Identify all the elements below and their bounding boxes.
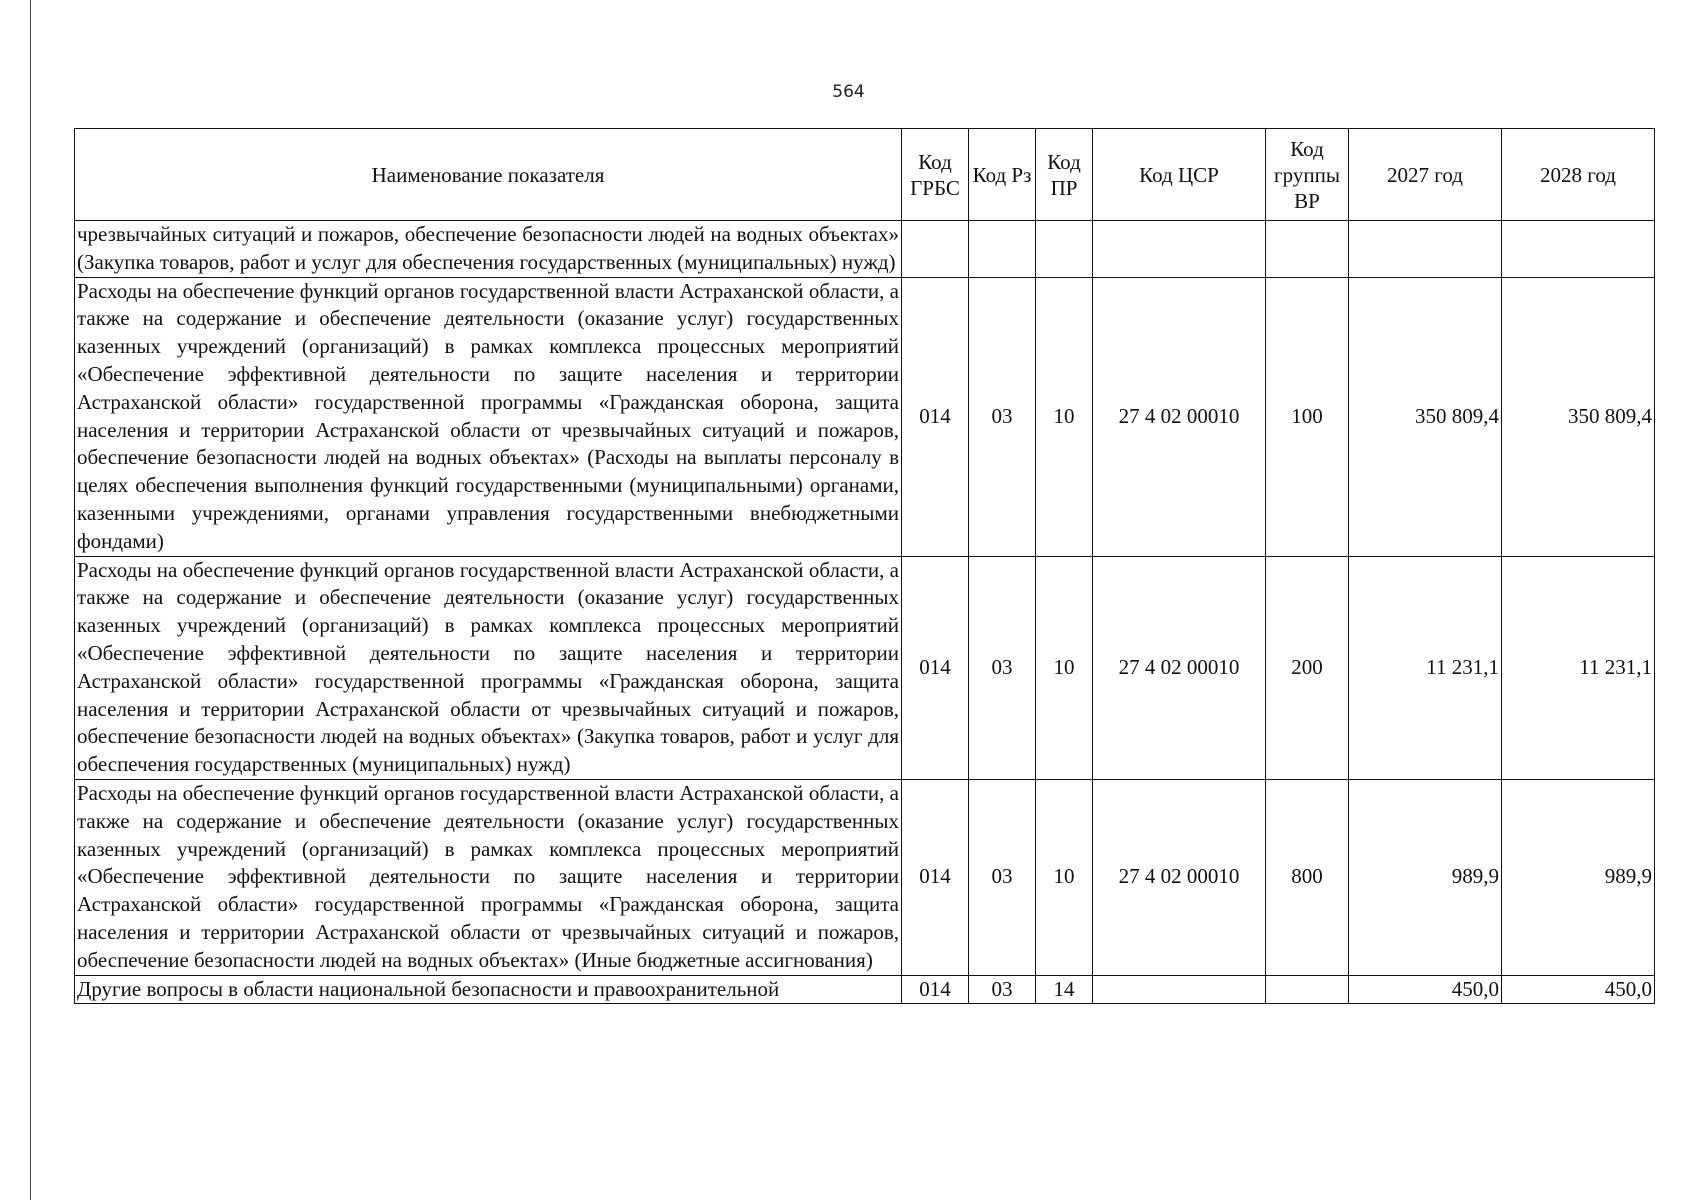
header-row <box>75 129 1655 221</box>
row-pr: 14 <box>1036 975 1093 1004</box>
row-vr: 100 <box>1266 277 1349 556</box>
row-name-cell <box>75 556 902 779</box>
row-grbs: 014 <box>902 975 969 1004</box>
row-pr: 10 <box>1036 277 1093 556</box>
row-name: Расходы на обеспечение функций органов государственной власти Астраханской области, а также на содержание и обеспечение деятельности (оказание услуг) государственных казенных учреждений (организаций) в рамках комплекса процессных мероприятий «Обеспечение эффективной деятельности по защите населения и территории Астраханской области» государственной программы «Гражданская оборона, защита населения и территории Астраханской области от чрезвычайных ситуаций и пожаров, обеспечение безопасности людей на водных объектах» (Иные бюджетные ассигнования) <box>77 780 899 972</box>
row-vr <box>1266 221 1349 278</box>
header-vr: Код группы ВР <box>1266 129 1349 221</box>
row-2028: 450,0 <box>1502 975 1655 1004</box>
row-2027: 11 231,1 <box>1349 556 1502 779</box>
row-name-cell <box>75 779 902 975</box>
row-csr: 27 4 02 00010 <box>1093 556 1266 779</box>
table-row <box>75 277 1655 556</box>
row-vr: 800 <box>1266 779 1349 975</box>
header-rz: Код Рз <box>969 129 1036 221</box>
scan-margin-line <box>30 0 31 1200</box>
budget-table <box>74 128 1655 1004</box>
row-name: чрезвычайных ситуаций и пожаров, обеспечение безопасности людей на водных объектах» (Закупка товаров, работ и услуг для обеспечения государственных (муниципальных) нужд) <box>77 222 899 274</box>
header-pr: Код ПР <box>1036 129 1093 221</box>
row-rz: 03 <box>969 779 1036 975</box>
row-2028 <box>1502 221 1655 278</box>
row-pr <box>1036 221 1093 278</box>
row-2027: 450,0 <box>1349 975 1502 1004</box>
table-row <box>75 975 1655 1004</box>
row-grbs: 014 <box>902 277 969 556</box>
table-row <box>75 556 1655 779</box>
header-csr: Код ЦСР <box>1093 129 1266 221</box>
row-rz: 03 <box>969 975 1036 1004</box>
header-2028: 2028 год <box>1502 129 1655 221</box>
row-name-cell <box>75 221 902 278</box>
row-name-cell <box>75 277 902 556</box>
row-vr <box>1266 975 1349 1004</box>
row-2028: 11 231,1 <box>1502 556 1655 779</box>
header-name: Наименование показателя <box>75 129 902 221</box>
row-2027: 350 809,4 <box>1349 277 1502 556</box>
row-grbs <box>902 221 969 278</box>
table-row <box>75 221 1655 278</box>
row-rz: 03 <box>969 556 1036 779</box>
row-name-cell <box>75 975 902 1004</box>
row-name: Другие вопросы в области национальной безопасности и правоохранительной <box>77 976 780 1001</box>
row-2028: 350 809,4 <box>1502 277 1655 556</box>
row-2027 <box>1349 221 1502 278</box>
row-pr: 10 <box>1036 556 1093 779</box>
row-pr: 10 <box>1036 779 1093 975</box>
header-2027: 2027 год <box>1349 129 1502 221</box>
header-grbs: Код ГРБС <box>902 129 969 221</box>
row-csr <box>1093 221 1266 278</box>
row-rz <box>969 221 1036 278</box>
row-grbs: 014 <box>902 779 969 975</box>
row-rz: 03 <box>969 277 1036 556</box>
page-number: 564 <box>832 82 865 102</box>
row-name: Расходы на обеспечение функций органов государственной власти Астраханской области, а также на содержание и обеспечение деятельности (оказание услуг) государственных казенных учреждений (организаций) в рамках комплекса процессных мероприятий «Обеспечение эффективной деятельности по защите населения и территории Астраханской области» государственной программы «Гражданская оборона, защита населения и территории Астраханской области от чрезвычайных ситуаций и пожаров, обеспечение безопасности людей на водных объектах» (Закупка товаров, работ и услуг для обеспечения государственных (муниципальных) нужд) <box>77 557 899 777</box>
row-csr: 27 4 02 00010 <box>1093 779 1266 975</box>
row-2028: 989,9 <box>1502 779 1655 975</box>
row-csr: 27 4 02 00010 <box>1093 277 1266 556</box>
row-2027: 989,9 <box>1349 779 1502 975</box>
table-row <box>75 779 1655 975</box>
row-csr <box>1093 975 1266 1004</box>
row-name: Расходы на обеспечение функций органов государственной власти Астраханской области, а также на содержание и обеспечение деятельности (оказание услуг) государственных казенных учреждений (организаций) в рамках комплекса процессных мероприятий «Обеспечение эффективной деятельности по защите населения и территории Астраханской области» государственной программы «Гражданская оборона, защита населения и территории Астраханской области от чрезвычайных ситуаций и пожаров, обеспечение безопасности людей на водных объектах» (Расходы на выплаты персоналу в целях обеспечения выполнения функций государственными (муниципальными) органами, казенными учреждениями, органами управления государственными внебюджетными фондами) <box>77 278 899 553</box>
row-grbs: 014 <box>902 556 969 779</box>
row-vr: 200 <box>1266 556 1349 779</box>
